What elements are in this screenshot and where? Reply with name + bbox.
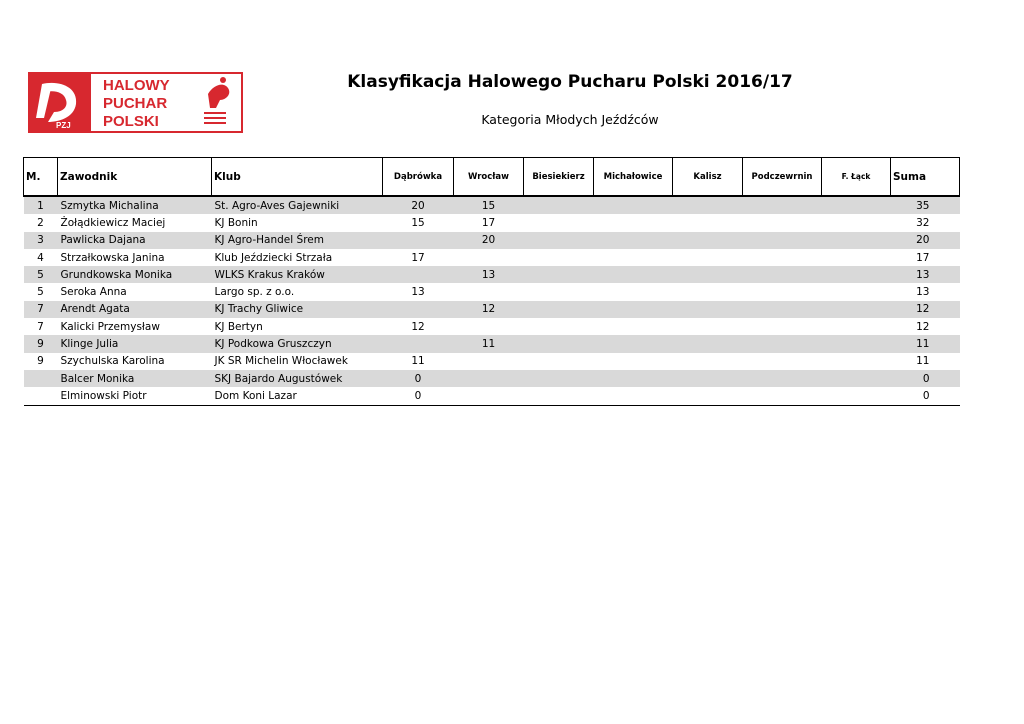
table-header-row [24, 158, 960, 197]
table-row [24, 387, 960, 405]
dabrowka-score-cell: 15 [411, 216, 425, 229]
club-cell: KJ Podkowa Gruszczyn [212, 335, 383, 352]
podczewrnin-score-cell [743, 283, 822, 300]
rider-name-cell: Klinge Julia [58, 335, 212, 352]
dabrowka-score-cell: 0 [383, 387, 454, 405]
kalisz-score-cell [673, 266, 743, 283]
kalisz-score-cell [673, 249, 743, 266]
michalowice-score-cell [594, 249, 673, 266]
dabrowka-score-cell: 13 [411, 286, 425, 299]
rider-name-cell: Szychulska Karolina [60, 355, 165, 368]
biesiekierz-score-cell [524, 266, 594, 283]
wroclaw-score-cell: 20 [454, 232, 524, 249]
biesiekierz-score-cell [524, 301, 594, 318]
logo-graphic [28, 72, 243, 133]
table-row [24, 318, 960, 335]
dabrowka-score-cell: 20 [383, 196, 454, 214]
table-row [24, 196, 960, 214]
f-lack-score-cell [822, 196, 891, 214]
podczewrnin-score-cell [743, 353, 822, 370]
michalowice-score-cell [594, 266, 673, 283]
wroclaw-score-cell [454, 387, 524, 405]
logo-line-3: POLSKI [103, 113, 159, 130]
kalisz-score-cell [673, 196, 743, 214]
podczewrnin-score-cell [743, 196, 822, 214]
club-cell: Dom Koni Lazar [212, 387, 383, 405]
position-cell [24, 370, 58, 387]
wroclaw-score-cell: 15 [454, 196, 524, 214]
club-cell: JK SR Michelin Włocławek [214, 355, 348, 368]
column-header-club: Klub [212, 158, 383, 197]
michalowice-score-cell [594, 318, 673, 335]
kalisz-score-cell [673, 301, 743, 318]
wroclaw-score-cell [454, 318, 524, 335]
wroclaw-score-cell: 13 [454, 266, 524, 283]
f-lack-score-cell [822, 370, 891, 387]
position-cell: 2 [37, 216, 44, 229]
kalisz-score-cell [673, 370, 743, 387]
rider-name-cell: Żołądkiewicz Maciej [60, 216, 166, 229]
logo-line-1: HALOWY [103, 77, 170, 94]
michalowice-score-cell [594, 301, 673, 318]
table-row [24, 370, 960, 387]
f-lack-score-cell [822, 387, 891, 405]
kalisz-score-cell [673, 318, 743, 335]
wroclaw-score-cell [454, 283, 524, 300]
club-cell: KJ Agro-Handel Śrem [212, 232, 383, 249]
total-score-cell: 12 [891, 301, 960, 318]
club-cell: WLKS Krakus Kraków [212, 266, 383, 283]
rider-name-cell: Arendt Agata [58, 301, 212, 318]
position-cell: 4 [37, 251, 44, 264]
column-header-wroclaw: Wrocław [454, 158, 524, 197]
dabrowka-score-cell: 0 [383, 370, 454, 387]
table-row [24, 214, 960, 231]
f-lack-score-cell [822, 266, 891, 283]
position-cell: 9 [24, 335, 58, 352]
f-lack-score-cell [822, 335, 891, 352]
table-row [24, 266, 960, 283]
position-cell: 5 [37, 286, 44, 299]
podczewrnin-score-cell [743, 370, 822, 387]
total-score-cell: 13 [916, 286, 930, 299]
michalowice-score-cell [594, 335, 673, 352]
kalisz-score-cell [673, 214, 743, 231]
position-cell: 9 [37, 355, 44, 368]
rider-name-cell: Pawlicka Dajana [58, 232, 212, 249]
total-score-cell: 11 [916, 355, 930, 368]
column-header-rider: Zawodnik [58, 158, 212, 197]
classification-table [23, 157, 960, 406]
podczewrnin-score-cell [743, 335, 822, 352]
total-score-cell: 13 [891, 266, 960, 283]
logo-badge: PZJ [56, 121, 71, 130]
rider-name-cell: Strzałkowska Janina [60, 251, 165, 264]
f-lack-score-cell [822, 318, 891, 335]
column-header-biesiekierz: Biesiekierz [524, 158, 594, 197]
michalowice-score-cell [594, 353, 673, 370]
wroclaw-score-cell [454, 370, 524, 387]
total-score-cell: 35 [891, 196, 960, 214]
michalowice-score-cell [594, 214, 673, 231]
page-title: Klasyfikacja Halowego Pucharu Polski 2016/17 [347, 72, 793, 92]
club-cell: KJ Trachy Gliwice [212, 301, 383, 318]
club-cell: SKJ Bajardo Augustówek [212, 370, 383, 387]
column-header-suma: Suma [891, 158, 960, 197]
position-cell: 3 [24, 232, 58, 249]
position-cell: 5 [24, 266, 58, 283]
rider-name-cell: Szmytka Michalina [58, 196, 212, 214]
wroclaw-score-cell [454, 353, 524, 370]
dabrowka-score-cell: 17 [411, 251, 425, 264]
total-score-cell: 11 [891, 335, 960, 352]
dabrowka-score-cell [383, 266, 454, 283]
position-cell [24, 387, 58, 405]
kalisz-score-cell [673, 353, 743, 370]
total-score-cell: 20 [891, 232, 960, 249]
rider-name-cell: Kalicki Przemysław [60, 320, 160, 333]
biesiekierz-score-cell [524, 318, 594, 335]
biesiekierz-score-cell [524, 335, 594, 352]
rider-name-cell: Seroka Anna [60, 286, 127, 299]
biesiekierz-score-cell [524, 353, 594, 370]
michalowice-score-cell [594, 232, 673, 249]
wroclaw-score-cell: 12 [454, 301, 524, 318]
column-header-kalisz: Kalisz [673, 158, 743, 197]
wroclaw-score-cell: 11 [454, 335, 524, 352]
biesiekierz-score-cell [524, 232, 594, 249]
column-header-dabrowka: Dąbrówka [383, 158, 454, 197]
club-cell: Largo sp. z o.o. [214, 286, 295, 299]
total-score-cell: 17 [916, 251, 930, 264]
michalowice-score-cell [594, 370, 673, 387]
total-score-cell: 12 [916, 320, 930, 333]
column-header-michalowice: Michałowice [594, 158, 673, 197]
rider-name-cell: Grundkowska Monika [58, 266, 212, 283]
logo-line-2: PUCHAR [103, 95, 168, 112]
f-lack-score-cell [822, 301, 891, 318]
podczewrnin-score-cell [743, 249, 822, 266]
f-lack-score-cell [822, 283, 891, 300]
biesiekierz-score-cell [524, 214, 594, 231]
dabrowka-score-cell [383, 232, 454, 249]
dabrowka-score-cell [383, 335, 454, 352]
podczewrnin-score-cell [743, 232, 822, 249]
biesiekierz-score-cell [524, 370, 594, 387]
kalisz-score-cell [673, 283, 743, 300]
biesiekierz-score-cell [524, 249, 594, 266]
column-header-podczewrnin: Podczewrnin [743, 158, 822, 197]
michalowice-score-cell [594, 196, 673, 214]
table-row [24, 232, 960, 249]
f-lack-score-cell [822, 353, 891, 370]
column-header-f-lack: F. Łąck [822, 158, 891, 197]
table-row [24, 249, 960, 266]
total-score-cell: 0 [891, 370, 960, 387]
club-cell: Klub Jeździecki Strzała [214, 251, 333, 264]
f-lack-score-cell [822, 249, 891, 266]
total-score-cell: 32 [916, 216, 930, 229]
position-cell: 1 [24, 196, 58, 214]
f-lack-score-cell [822, 232, 891, 249]
club-cell: KJ Bertyn [214, 320, 263, 333]
table-row [24, 301, 960, 318]
dabrowka-score-cell: 11 [411, 355, 425, 368]
position-cell: 7 [24, 301, 58, 318]
kalisz-score-cell [673, 335, 743, 352]
rider-name-cell: Balcer Monika [58, 370, 212, 387]
kalisz-score-cell [673, 232, 743, 249]
column-header-position: M. [24, 158, 58, 197]
table-row [24, 283, 960, 300]
halowy-puchar-polski-logo [28, 72, 243, 133]
wroclaw-score-cell [454, 249, 524, 266]
michalowice-score-cell [594, 387, 673, 405]
f-lack-score-cell [822, 214, 891, 231]
biesiekierz-score-cell [524, 283, 594, 300]
podczewrnin-score-cell [743, 387, 822, 405]
podczewrnin-score-cell [743, 301, 822, 318]
dabrowka-score-cell: 12 [411, 320, 425, 333]
page-subtitle: Kategoria Młodych Jeźdźców [481, 112, 659, 127]
biesiekierz-score-cell [524, 387, 594, 405]
club-cell: KJ Bonin [214, 216, 258, 229]
biesiekierz-score-cell [524, 196, 594, 214]
podczewrnin-score-cell [743, 214, 822, 231]
podczewrnin-score-cell [743, 318, 822, 335]
table-row [24, 353, 960, 370]
kalisz-score-cell [673, 387, 743, 405]
table-row [24, 335, 960, 352]
position-cell: 7 [37, 320, 44, 333]
total-score-cell: 0 [891, 387, 960, 405]
club-cell: St. Agro-Aves Gajewniki [212, 196, 383, 214]
podczewrnin-score-cell [743, 266, 822, 283]
wroclaw-score-cell: 17 [481, 216, 496, 229]
dabrowka-score-cell [383, 301, 454, 318]
rider-name-cell: Elminowski Piotr [58, 387, 212, 405]
michalowice-score-cell [594, 283, 673, 300]
